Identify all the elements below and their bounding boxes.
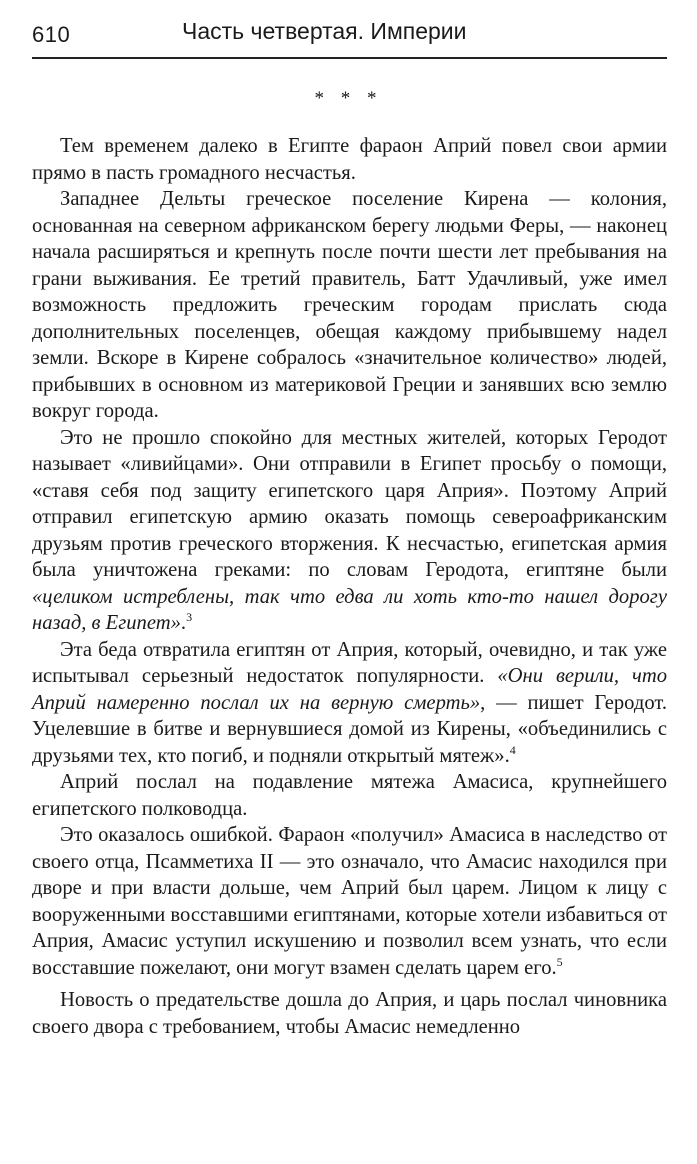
header-rule bbox=[32, 57, 667, 59]
paragraph bbox=[32, 425, 667, 637]
footnote-ref: 5 bbox=[556, 954, 563, 969]
footnote-ref: 3 bbox=[186, 610, 193, 625]
paragraph-text: Априй послал на подавление мятежа Амасиса, крупнейшего египетского полководца. bbox=[32, 771, 667, 820]
quote-italic: «целиком истреблены, так что едва ли хоть кто-то нашел дорогу назад, в Египет» bbox=[32, 585, 667, 634]
paragraph-text: Эта беда отвратила египтян от Априя, который, очевидно, и так уже испытывал серьезный недостаток популярности. bbox=[32, 638, 667, 687]
paragraph-text: . bbox=[180, 612, 187, 634]
paragraph bbox=[32, 133, 667, 186]
quote-italic: «Они верили, что Априй намеренно послал их на верную смерть» bbox=[32, 665, 668, 714]
body-text bbox=[32, 133, 667, 1040]
page-number: 610 bbox=[32, 22, 71, 47]
paragraph-text: , — пишет Геродот. Уцелевшие в битве и вернувшиеся домой из Кирены, «объединились с друзьями тех, кто погиб, и подняли открытый мятеж». bbox=[32, 691, 667, 767]
paragraph bbox=[32, 637, 667, 770]
paragraph bbox=[32, 769, 667, 822]
paragraph-text: Новость о предательстве дошла до Априя, и царь послал чиновника своего двора с требованием, чтобы Амасис немедленно bbox=[32, 989, 667, 1038]
paragraph bbox=[32, 987, 667, 1040]
footnote-ref: 4 bbox=[509, 742, 516, 757]
paragraph bbox=[32, 186, 667, 425]
paragraph-text: Это оказалось ошибкой. Фараон «получил» Амасиса в наследство от своего отца, Псамметиха II — это означало, что Амасис находился при дворе и при власти дольше, чем Априй был царем. Лицом к лицу с вооруженными восставшими египтянами, которые хотели избавиться от Априя, Амасис уступил искушению и позволил всем узнать, что если восставшие пожелают, они могут взамен сделать царем его. bbox=[32, 824, 667, 979]
running-head: Часть четвертая. Империи bbox=[182, 18, 467, 44]
paragraph-text: Западнее Дельты греческое поселение Кирена — колония, основанная на северном африканском берегу людьми Феры, — наконец начала расширяться и крепнуть после почти шести лет пребывания на грани выживания. Ее третий правитель, Батт Удачливый, уже имел возможность предложить греческим городам прислать сюда дополнительных поселенцев, обещая каждому прибывшему надел земли. Вскоре в Кирене собралось «значительное количество» людей, прибывших в основном из материковой Греции и занявших всю землю вокруг города. bbox=[32, 188, 667, 422]
paragraph-text: Это не прошло спокойно для местных жителей, которых Геродот называет «ливийцами». Они отправили в Египет просьбу о помощи, «ставя себя под защиту египетского царя Априя». Поэтому Априй отправил египетскую армию оказать помощь североафриканским друзьям против греческого вторжения. К несчастью, египетская армия была уничтожена греками: по словам Геродота, египтяне были bbox=[32, 426, 667, 581]
section-separator: * * * bbox=[314, 88, 383, 109]
paragraph-text: Тем временем далеко в Египте фараон Априй повел свои армии прямо в пасть громадного несчастья. bbox=[32, 135, 667, 184]
paragraph bbox=[32, 822, 667, 981]
page-header bbox=[32, 14, 667, 54]
